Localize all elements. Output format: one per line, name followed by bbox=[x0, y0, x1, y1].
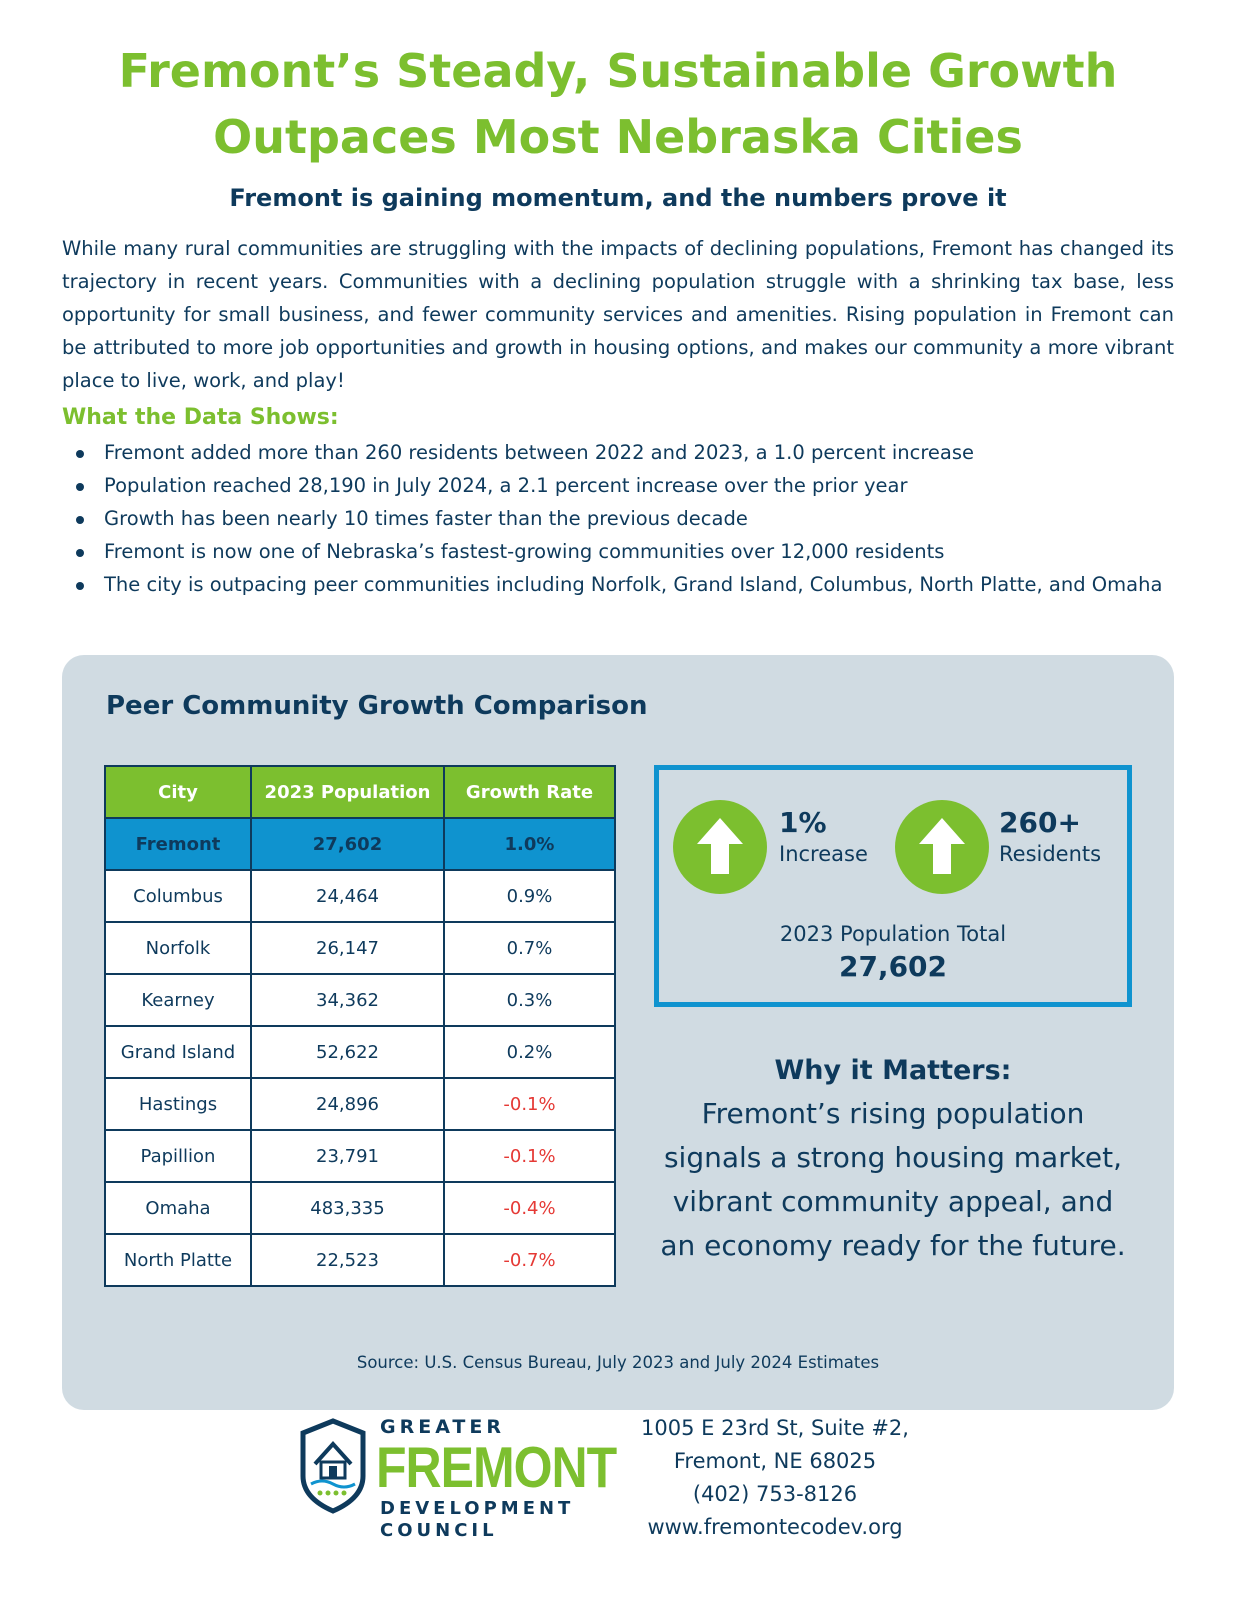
title-line-1: Fremont’s Steady, Sustainable Growth bbox=[118, 44, 1118, 98]
city-cell: Fremont bbox=[105, 818, 251, 870]
increase-value: 1% bbox=[779, 806, 827, 839]
growth-cell: -0.1% bbox=[444, 1078, 615, 1130]
table-row bbox=[105, 1130, 615, 1182]
stats-box bbox=[654, 765, 1132, 1007]
city-cell: Grand Island bbox=[105, 1026, 251, 1078]
table-row bbox=[105, 1182, 615, 1234]
column-header-population: 2023 Population bbox=[251, 766, 444, 818]
growth-cell: 0.2% bbox=[444, 1026, 615, 1078]
title-line-2: Outpaces Most Nebraska Cities bbox=[213, 110, 1023, 164]
data-bullet: The city is outpacing peer communities including Norfolk, Grand Island, Columbus, North Platte, and Omaha bbox=[62, 568, 1174, 601]
data-bullet: Growth has been nearly 10 times faster than the previous decade bbox=[62, 502, 1174, 535]
contact-block bbox=[620, 1412, 930, 1544]
table-row bbox=[105, 922, 615, 974]
table-row bbox=[105, 1234, 615, 1286]
website-link[interactable]: www.fremontecodev.org bbox=[647, 1515, 903, 1539]
page-title bbox=[40, 38, 1196, 170]
gfdc-logo bbox=[300, 1412, 617, 1542]
logo-greater-text: GREATER bbox=[380, 1416, 506, 1438]
panel-title: Peer Community Growth Comparison bbox=[106, 691, 648, 721]
column-header-growth: Growth Rate bbox=[444, 766, 615, 818]
city-cell: Papillion bbox=[105, 1130, 251, 1182]
population-total-label: 2023 Population Total bbox=[779, 922, 1007, 946]
residents-label: Residents bbox=[999, 842, 1102, 866]
population-cell: 23,791 bbox=[251, 1130, 444, 1182]
why-it-matters-text: Fremont’s rising population signals a strong housing market, vibrant community appeal, and an economy ready for the future. bbox=[660, 1097, 1126, 1262]
growth-cell: -0.4% bbox=[444, 1182, 615, 1234]
intro-paragraph: While many rural communities are struggling with the impacts of declining populations, Fremont has changed its trajectory in recent years. Communities with a declining population struggle with a shrinking tax base, less opportunity for small business, and fewer community services and amenities. Rising population in Fremont can be attributed to more job opportunities and growth in housing options, and makes our community a more vibrant place to live, work, and play! bbox=[62, 237, 1174, 392]
table-row bbox=[105, 818, 615, 870]
table-header-row bbox=[105, 766, 615, 818]
data-shows-heading: What the Data Shows: bbox=[62, 405, 339, 430]
data-bullet: Fremont is now one of Nebraska’s fastest-growing communities over 12,000 residents bbox=[62, 535, 1174, 568]
logo-fremont-text: FREMONT bbox=[376, 1435, 617, 1500]
why-it-matters-heading: Why it Matters: bbox=[774, 1055, 1012, 1086]
peer-comparison-table bbox=[104, 765, 616, 1287]
growth-cell: -0.7% bbox=[444, 1234, 615, 1286]
logo-development-council-text bbox=[380, 1498, 574, 1542]
logo-development-word: DEVELOPMENT bbox=[380, 1498, 575, 1519]
population-cell: 22,523 bbox=[251, 1234, 444, 1286]
table-row bbox=[105, 1026, 615, 1078]
table-row bbox=[105, 1078, 615, 1130]
shield-house-icon bbox=[300, 1418, 366, 1514]
peer-comparison-panel bbox=[62, 655, 1174, 1410]
residents-value: 260+ bbox=[999, 806, 1081, 839]
data-bullet: Population reached 28,190 in July 2024, a 2.1 percent increase over the prior year bbox=[62, 469, 1174, 502]
population-cell: 24,896 bbox=[251, 1078, 444, 1130]
city-cell: Columbus bbox=[105, 870, 251, 922]
growth-cell: 0.3% bbox=[444, 974, 615, 1026]
column-header-city: City bbox=[105, 766, 251, 818]
growth-cell: -0.1% bbox=[444, 1130, 615, 1182]
population-cell: 27,602 bbox=[251, 818, 444, 870]
source-note: Source: U.S. Census Bureau, July 2023 and July 2024 Estimates bbox=[356, 1353, 880, 1372]
population-total-value: 27,602 bbox=[838, 950, 948, 983]
table-row bbox=[105, 870, 615, 922]
table-row bbox=[105, 974, 615, 1026]
phone-number: (402) 753-8126 bbox=[692, 1482, 858, 1506]
population-cell: 34,362 bbox=[251, 974, 444, 1026]
address-line-2: Fremont, NE 68025 bbox=[673, 1449, 877, 1473]
up-arrow-icon bbox=[895, 800, 989, 894]
city-cell: North Platte bbox=[105, 1234, 251, 1286]
growth-cell: 0.9% bbox=[444, 870, 615, 922]
city-cell: Kearney bbox=[105, 974, 251, 1026]
city-cell: Omaha bbox=[105, 1182, 251, 1234]
population-cell: 483,335 bbox=[251, 1182, 444, 1234]
increase-label: Increase bbox=[779, 842, 868, 866]
up-arrow-icon bbox=[673, 800, 767, 894]
address-line-1: 1005 E 23rd St, Suite #2, bbox=[641, 1416, 909, 1440]
logo-council-word: COUNCIL bbox=[380, 1520, 498, 1541]
city-cell: Hastings bbox=[105, 1078, 251, 1130]
data-bullet-list bbox=[62, 436, 1174, 601]
page-subtitle: Fremont is gaining momentum, and the numbers prove it bbox=[229, 184, 1007, 212]
population-cell: 26,147 bbox=[251, 922, 444, 974]
growth-cell: 1.0% bbox=[444, 818, 615, 870]
data-bullet: Fremont added more than 260 residents between 2022 and 2023, a 1.0 percent increase bbox=[62, 436, 1174, 469]
population-cell: 52,622 bbox=[251, 1026, 444, 1078]
growth-cell: 0.7% bbox=[444, 922, 615, 974]
population-cell: 24,464 bbox=[251, 870, 444, 922]
city-cell: Norfolk bbox=[105, 922, 251, 974]
